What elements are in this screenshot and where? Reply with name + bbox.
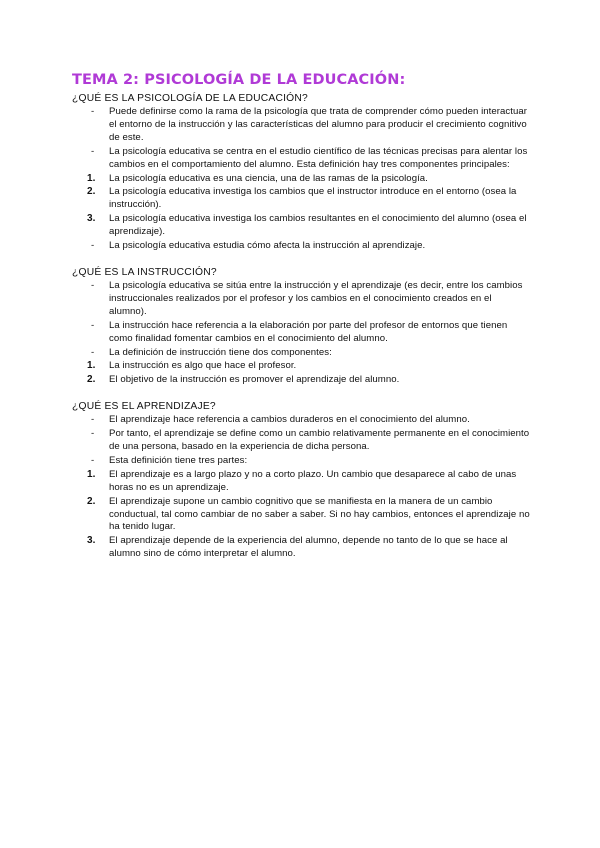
item-text: Por tanto, el aprendizaje se define como un cambio relativamente permanente en el conocimiento de una persona, basado en la experiencia de dicha persona. — [109, 428, 530, 453]
list-item — [72, 280, 530, 319]
item-text: La psicología educativa es una ciencia, una de las ramas de la psicología. — [109, 172, 428, 184]
number-marker: 3. — [87, 535, 96, 547]
dash-bullet: - — [91, 346, 95, 358]
item-text: La instrucción hace referencia a la elaboración por parte del profesor de entornos que tienen como finalidad fomentar cambios en el conocimiento del alumno. — [109, 319, 508, 344]
dash-bullet: - — [91, 428, 95, 440]
dash-bullet: - — [91, 319, 95, 331]
list-item — [72, 146, 530, 172]
section-heading: ¿QUÉ ES LA INSTRUCCIÓN? — [72, 266, 217, 278]
list-item — [72, 186, 530, 212]
document-body — [72, 92, 530, 561]
section — [72, 92, 530, 253]
list-item — [72, 455, 530, 468]
page-title: TEMA 2: PSICOLOGÍA DE LA EDUCACIÓN: — [72, 72, 406, 88]
item-text: La psicología educativa se sitúa entre la instrucción y el aprendizaje (es decir, entre los cambios instruccionales realizados por el profesor y los cambios en el conocimiento creados en el alumno). — [109, 279, 523, 317]
item-text: La psicología educativa se centra en el estudio científico de las técnicas precisas para alentar los cambios en el comportamiento del alumno. Esta definición hay tres componentes principales: — [109, 145, 528, 170]
list-item — [72, 496, 530, 535]
number-marker: 1. — [87, 468, 96, 480]
list-item — [72, 374, 530, 387]
dash-bullet: - — [91, 279, 95, 291]
number-marker: 2. — [87, 186, 96, 198]
dash-bullet: - — [91, 106, 95, 117]
section-heading: ¿QUÉ ES LA PSICOLOGÍA DE LA EDUCACIÓN? — [72, 93, 308, 104]
list-item — [72, 360, 530, 373]
item-text: El aprendizaje hace referencia a cambios duraderos en el conocimiento del alumno. — [109, 414, 470, 426]
list-item — [72, 213, 530, 239]
dash-bullet: - — [91, 145, 95, 157]
item-list — [72, 106, 530, 253]
list-item — [72, 428, 530, 454]
number-marker: 2. — [87, 374, 96, 386]
item-text: La psicología educativa investiga los cambios resultantes en el conocimiento del alumno (osea el aprendizaje). — [109, 213, 527, 238]
number-marker: 2. — [87, 495, 96, 507]
item-text: La definición de instrucción tiene dos componentes: — [109, 346, 332, 358]
dash-bullet: - — [91, 414, 95, 426]
number-marker: 3. — [87, 213, 96, 225]
item-text: El aprendizaje es a largo plazo y no a corto plazo. Un cambio que desaparece al cabo de unas horas no es un aprendizaje. — [109, 468, 517, 493]
item-text: El aprendizaje depende de la experiencia del alumno, depende no tanto de lo que se hace al alumno sino de cómo interpretar el alumno. — [109, 535, 508, 560]
list-item — [72, 414, 530, 427]
section — [72, 266, 530, 387]
list-item — [72, 320, 530, 346]
item-text: El objetivo de la instrucción es promover el aprendizaje del alumno. — [109, 374, 400, 386]
list-item — [72, 535, 530, 561]
list-item — [72, 106, 530, 145]
list-item — [72, 240, 530, 253]
item-text: La psicología educativa investiga los cambios que el instructor introduce en el entorno (osea la instrucción). — [109, 186, 517, 211]
item-text: La psicología educativa estudia cómo afecta la instrucción al aprendizaje. — [109, 240, 426, 252]
number-marker: 1. — [87, 360, 96, 372]
dash-bullet: - — [91, 240, 95, 252]
list-item — [72, 173, 530, 186]
list-item — [72, 347, 530, 360]
number-marker: 1. — [87, 172, 96, 184]
list-item — [72, 469, 530, 495]
section — [72, 400, 530, 561]
item-text: Esta definición tiene tres partes: — [109, 454, 248, 466]
item-list — [72, 280, 530, 387]
section-heading: ¿QUÉ ES EL APRENDIZAJE? — [72, 401, 216, 413]
dash-bullet: - — [91, 454, 95, 466]
item-text: El aprendizaje supone un cambio cognitivo que se manifiesta en la manera de un cambio conductual, tal como cambiar de no saber a saber. Si no hay cambios, entonces el aprendizaje no ha tenido lugar. — [109, 495, 530, 533]
item-text: La instrucción es algo que hace el profesor. — [109, 360, 297, 372]
item-list — [72, 414, 530, 561]
item-text: Puede definirse como la rama de la psicología que trata de comprender cómo pueden interactuar el entorno de la instrucción y las características del alumno para producir el crecimiento cognitivo de este. — [109, 106, 527, 143]
